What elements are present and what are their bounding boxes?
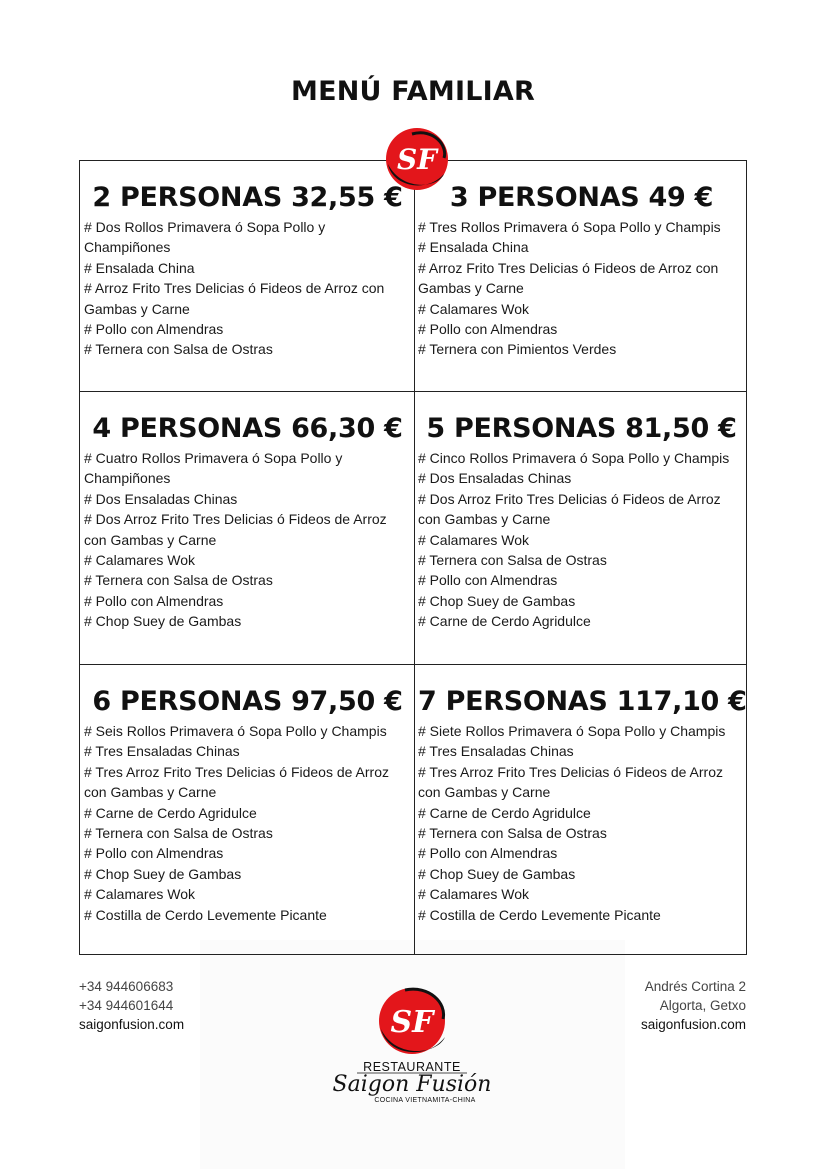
list-item: # Dos Arroz Frito Tres Delicias ó Fideos de Arroz con Gambas y Carne [418,490,721,528]
brand-name: Saigon Fusión [332,1072,492,1097]
list-item: # Tres Arroz Frito Tres Delicias ó Fideos de Arroz con Gambas y Carne [418,763,723,801]
list-item: # Dos Rollos Primavera ó Sopa Pollo y Champiñones [84,219,326,256]
list-item: # Ternera con Salsa de Ostras [418,825,607,842]
list-item: # Calamares Wok [418,300,530,317]
phone-1: +34 944606683 [79,979,174,994]
website-link[interactable]: saigonfusion.com [79,1017,185,1032]
list-item: # Siete Rollos Primavera ó Sopa Pollo y Champis [418,723,726,739]
menu-item-list [418,217,745,360]
menu-card-6-personas [80,685,414,925]
menu-card-title: 7 PERSONAS 117,10 € [418,686,747,717]
list-item: # Ensalada China [418,239,529,256]
address-line-2: Algorta, Getxo [659,998,746,1013]
menu-card-2-personas [80,181,414,360]
list-item: # Calamares Wok [84,886,196,903]
list-item: # Ternera con Salsa de Ostras [84,341,273,358]
list-item: # Calamares Wok [418,886,530,903]
list-item: # Calamares Wok [84,552,196,569]
menu-card-title: 2 PERSONAS 32,55 € [92,182,403,213]
row-divider [80,664,746,665]
list-item: # Costilla de Cerdo Levemente Picante [84,906,327,923]
list-item: # Chop Suey de Gambas [84,613,242,630]
logo-initials: SF [396,143,438,176]
list-item: # Pollo con Almendras [84,321,224,338]
page-title: MENÚ FAMILIAR [291,76,535,107]
menu-item-list [418,721,745,925]
list-item: # Arroz Frito Tres Delicias ó Fideos de Arroz con Gambas y Carne [418,259,719,297]
list-item: # Dos Ensaladas Chinas [84,490,238,507]
footer-contact-left [79,977,184,1034]
menu-card-3-personas [414,181,748,360]
list-item: # Calamares Wok [418,531,530,548]
menu-item-list [84,448,411,632]
menu-grid [79,160,747,955]
row-divider [80,391,746,392]
list-item: # Ensalada China [84,259,195,276]
list-item: # Carne de Cerdo Agridulce [84,804,257,821]
menu-card-7-personas [414,685,748,925]
list-item: # Ternera con Pimientos Verdes [418,341,617,358]
list-item: # Arroz Frito Tres Delicias ó Fideos de Arroz con Gambas y Carne [84,280,385,317]
list-item: # Ternera con Salsa de Ostras [418,552,607,569]
list-item: # Dos Ensaladas Chinas [418,470,572,487]
list-item: # Dos Arroz Frito Tres Delicias ó Fideos de Arroz con Gambas y Carne [84,511,387,548]
brand-initials: SF [390,1005,434,1040]
list-item: # Tres Arroz Frito Tres Delicias ó Fideos de Arroz con Gambas y Carne [84,763,389,801]
list-item: # Seis Rollos Primavera ó Sopa Pollo y Champis [84,723,387,739]
list-item: # Chop Suey de Gambas [418,865,576,882]
menu-card-4-personas [80,412,414,632]
menu-card-title: 6 PERSONAS 97,50 € [92,686,403,717]
footer-contact-right [641,977,746,1034]
menu-card-title: 5 PERSONAS 81,50 € [426,413,737,444]
list-item: # Tres Ensaladas Chinas [418,743,574,760]
list-item: # Chop Suey de Gambas [418,592,576,609]
menu-item-list [84,217,411,360]
menu-item-list [84,721,411,925]
list-item: # Cinco Rollos Primavera ó Sopa Pollo y Champis [418,450,730,466]
list-item: # Pollo con Almendras [84,592,224,609]
brand-restaurante: RESTAURANTE [363,1060,461,1074]
menu-item-list [418,448,745,632]
list-item: # Carne de Cerdo Agridulce [418,613,591,630]
list-item: # Ternera con Salsa de Ostras [84,825,273,842]
address-line-1: Andrés Cortina 2 [644,979,746,994]
phone-2: +34 944601644 [79,998,174,1013]
saigon-fusion-brand-logo [305,985,520,1120]
list-item: # Pollo con Almendras [418,572,558,589]
list-item: # Costilla de Cerdo Levemente Picante [418,906,661,923]
sf-logo-icon [382,124,452,194]
list-item: # Pollo con Almendras [84,845,224,862]
list-item: # Chop Suey de Gambas [84,865,242,882]
list-item: # Ternera con Salsa de Ostras [84,572,273,589]
menu-card-5-personas [414,412,748,632]
website-link[interactable]: saigonfusion.com [640,1017,746,1032]
brand-tagline: COCINA VIETNAMITA-CHINA [374,1097,476,1104]
list-item: # Pollo con Almendras [418,845,558,862]
list-item: # Carne de Cerdo Agridulce [418,804,591,821]
list-item: # Tres Ensaladas Chinas [84,743,240,760]
list-item: # Cuatro Rollos Primavera ó Sopa Pollo y Champiñones [84,450,343,487]
menu-card-title: 3 PERSONAS 49 € [449,182,714,213]
list-item: # Tres Rollos Primavera ó Sopa Pollo y Champis [418,219,721,235]
menu-card-title: 4 PERSONAS 66,30 € [92,413,403,444]
list-item: # Pollo con Almendras [418,321,558,338]
